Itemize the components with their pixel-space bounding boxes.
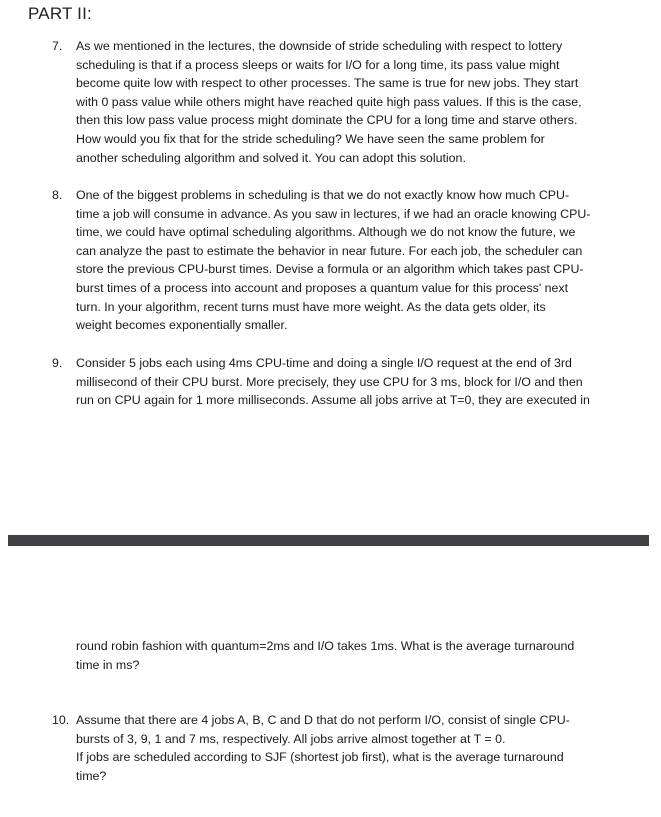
question-number: 7. <box>52 39 63 53</box>
text-line: millisecond of their CPU burst. More precisely, they use CPU for 3 ms, block for I/O and then <box>76 374 583 389</box>
text-line: scheduling is that if a process sleeps or waits for I/O for a long time, its pass value might <box>76 57 560 72</box>
text-line: store the previous CPU-burst times. Devise a formula or an algorithm which takes past CPU- <box>76 262 584 277</box>
question-text <box>76 354 621 410</box>
text-line: run on CPU again for 1 more milliseconds. Assume all jobs arrive at T=0, they are executed in <box>76 393 590 408</box>
text-line: then this low pass value process might dominate the CPU for a long time and starve others. <box>76 113 578 128</box>
question-number: 9. <box>52 356 63 370</box>
text-line: round robin fashion with quantum=2ms and I/O takes 1ms. What is the average turnaround <box>76 639 575 653</box>
text-line: time? <box>76 768 107 783</box>
text-line: with 0 pass value while others might have reached quite high pass values. If this is the case, <box>76 94 582 109</box>
question-number: 10. <box>52 713 70 727</box>
text-line: Assume that there are 4 jobs A, B, C and D that do not perform I/O, consist of single CPU- <box>76 713 570 727</box>
page-break-divider <box>8 535 649 546</box>
text-line: time in ms? <box>76 657 140 672</box>
question-text <box>76 711 621 785</box>
text-line: Consider 5 jobs each using 4ms CPU-time and doing a single I/O request at the end of 3rd <box>76 356 572 370</box>
part-title: PART II: <box>28 4 92 23</box>
text-line: become quite low with respect to other processes. The same is true for new jobs. They start <box>76 76 579 91</box>
text-line: As we mentioned in the lectures, the downside of stride scheduling with respect to lottery <box>76 39 563 53</box>
question-text <box>76 186 621 335</box>
question-number: 8. <box>52 188 63 202</box>
text-line: time a job will consume in advance. As you saw in lectures, if we had an oracle knowing CPU- <box>76 206 591 221</box>
text-line: If jobs are scheduled according to SJF (shortest job first), what is the average turnaround <box>76 750 564 765</box>
text-line: weight becomes exponentially smaller. <box>76 318 288 333</box>
text-line: turn. In your algorithm, recent turns must have more weight. As the data gets older, its <box>76 299 546 314</box>
question-text <box>76 37 621 167</box>
text-line: time, we could have optimal scheduling algorithms. Although we do not know the future, we <box>76 225 576 240</box>
text-line: How would you fix that for the stride scheduling? We have seen the same problem for <box>76 131 545 146</box>
text-line: One of the biggest problems in scheduling is that we do not exactly know how much CPU- <box>76 188 570 202</box>
question-text <box>76 637 621 674</box>
text-line: another scheduling algorithm and solved it. You can adopt this solution. <box>76 150 466 165</box>
text-line: burst times of a process into account and proposes a quantum value for this process' next <box>76 280 569 295</box>
text-line: can analyze the past to estimate the behavior in near future. For each job, the scheduler can <box>76 243 583 258</box>
text-line: bursts of 3, 9, 1 and 7 ms, respectively. All jobs arrive almost together at T = 0. <box>76 731 506 746</box>
